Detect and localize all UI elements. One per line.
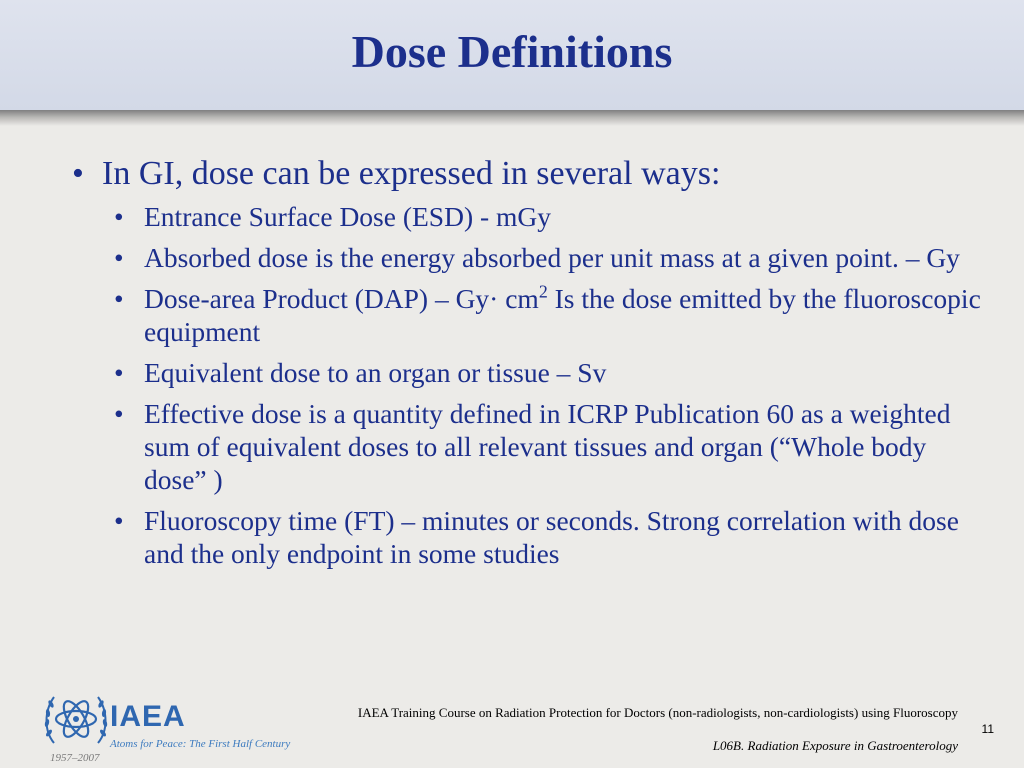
iaea-logo-wordmark: IAEA — [110, 700, 186, 733]
sub-bullet-text: Equivalent dose to an organ or tissue – Sv — [144, 357, 607, 388]
sub-bullet-equivalent-dose — [72, 356, 992, 389]
sub-bullet-text-before: Dose-area Product (DAP) – Gy· cm — [144, 283, 539, 314]
sub-bullet-text: Entrance Surface Dose (ESD) - mGy — [144, 201, 552, 232]
sub-bullet-dap — [72, 282, 992, 348]
bullet-marker: • — [114, 242, 124, 273]
iaea-atom-laurel-icon — [40, 685, 112, 751]
slide-body — [72, 152, 992, 578]
footer-lecture-title: L06B. Radiation Exposure in Gastroenterology — [712, 738, 958, 753]
main-bullet — [72, 152, 992, 196]
sub-bullet-text: Effective dose is a quantity defined in ICRP Publication 60 as a weighted sum of equivalent doses to all relevant tissues and organ (“Whole body dose” ) — [144, 398, 951, 495]
sub-bullet-absorbed-dose — [72, 241, 992, 274]
sub-bullet-text: Fluoroscopy time (FT) – minutes or seconds. Strong correlation with dose and the only endpoint in some studies — [144, 505, 959, 569]
bullet-marker: • — [114, 357, 124, 388]
sub-bullet-superscript: 2 — [538, 281, 548, 302]
sub-bullet-effective-dose — [72, 397, 992, 496]
sub-bullet-fluoroscopy-time — [72, 504, 992, 570]
slide-title: Dose Definitions — [351, 26, 673, 77]
sub-bullet-esd — [72, 200, 992, 233]
sub-bullet-text-after: Is the dose emitted by the fluoroscopic equipment — [144, 283, 981, 347]
bullet-marker: • — [114, 398, 124, 429]
bullet-marker: • — [72, 155, 84, 192]
page-number: 11 — [981, 722, 994, 736]
sub-bullet-text: Absorbed dose is the energy absorbed per unit mass at a given point. – Gy — [144, 242, 960, 273]
main-bullet-text: In GI, dose can be expressed in several ways: — [102, 155, 721, 192]
bullet-marker: • — [114, 201, 124, 232]
logo-years: 1957–2007 — [50, 752, 100, 764]
bullet-marker: • — [114, 505, 124, 536]
title-band-shadow — [0, 110, 1024, 126]
bullet-marker: • — [114, 283, 124, 314]
footer-course-title: IAEA Training Course on Radiation Protection for Doctors (non-radiologists, non-cardiologists) using Fluoroscopy — [357, 705, 958, 720]
logo-tagline: Atoms for Peace: The First Half Century — [110, 738, 291, 750]
